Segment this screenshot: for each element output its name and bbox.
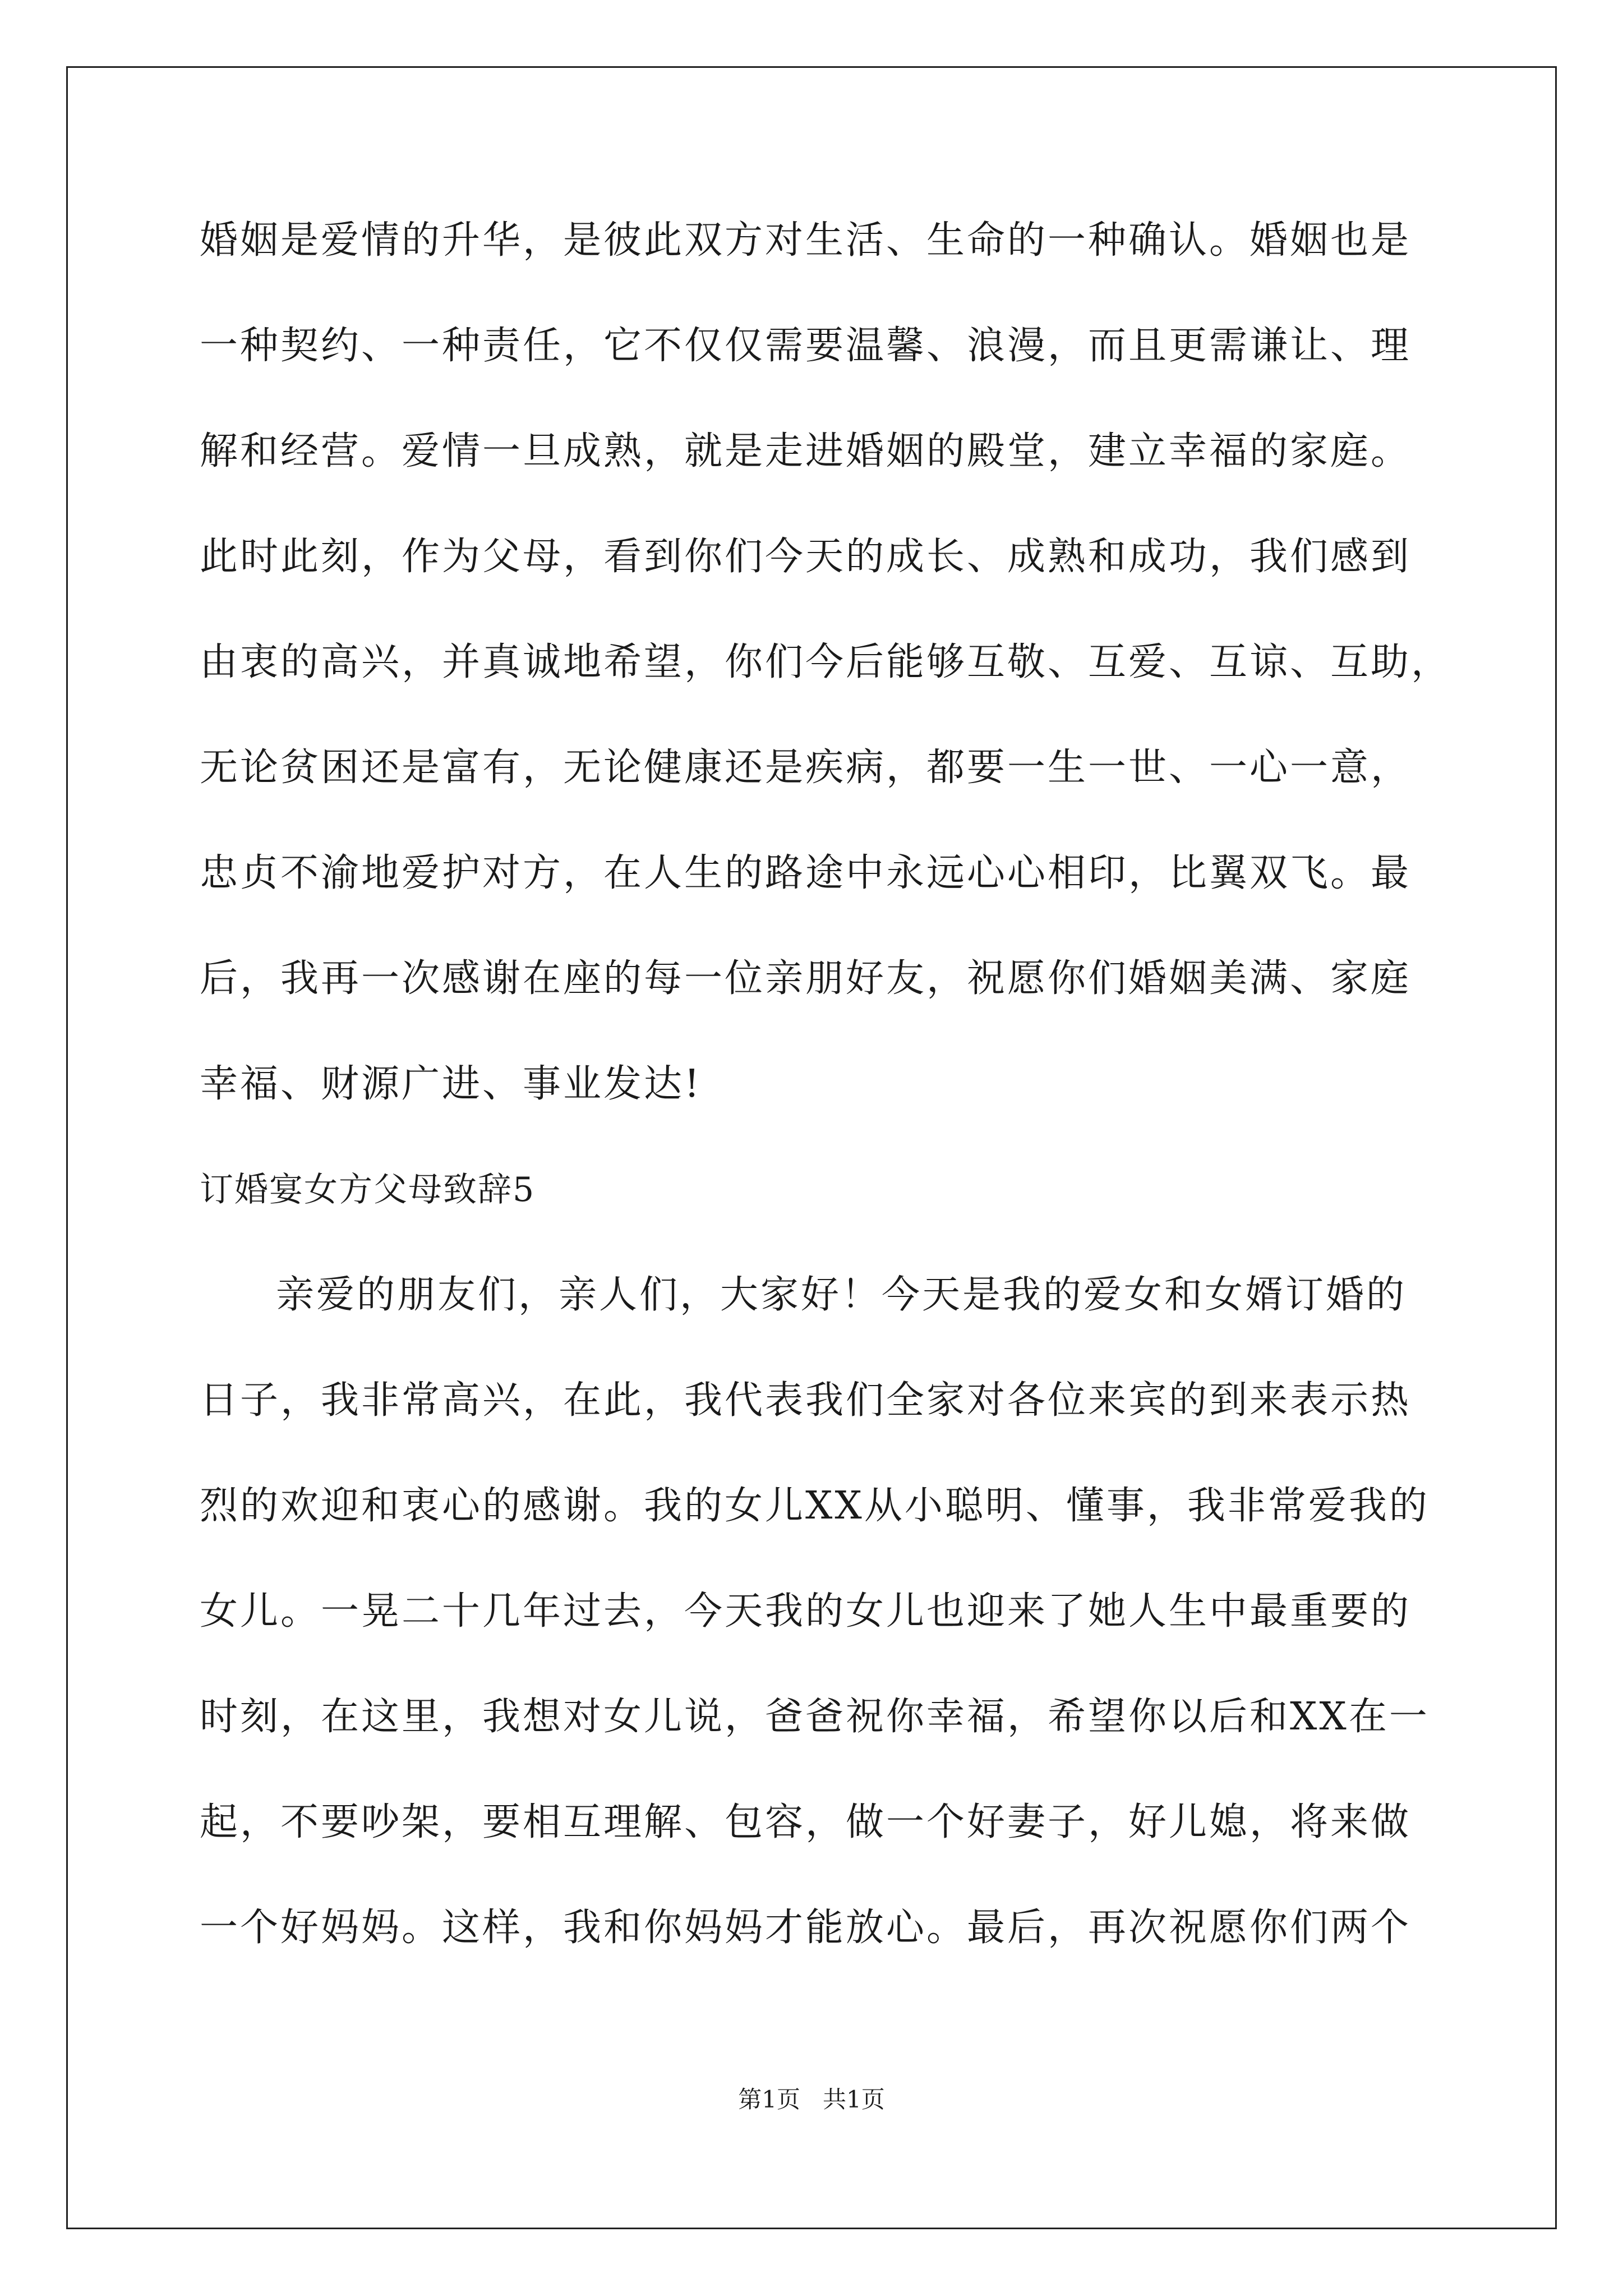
page-footer: 第1页 共1页 bbox=[738, 2086, 885, 2113]
text-line: 一种契约、一种责任，它不仅仅需要温馨、浪漫，而且更需谦让、理 bbox=[200, 324, 1412, 368]
paragraph-1 bbox=[200, 216, 1452, 1109]
text-line: 日子，我非常高兴，在此，我代表我们全家对各位来宾的到来表示热 bbox=[200, 1378, 1412, 1423]
text-line: 时刻，在这里，我想对女儿说，爸爸祝你幸福，希望你以后和XX在一 bbox=[200, 1695, 1430, 1739]
text-line: 解和经营。爱情一旦成熟，就是走进婚姻的殿堂，建立幸福的家庭。 bbox=[200, 429, 1412, 473]
text-line: 忠贞不渝地爱护对方，在人生的路途中永远心心相印，比翼双飞。最 bbox=[200, 851, 1412, 895]
text-line: 幸福、财源广进、事业发达! bbox=[200, 1062, 702, 1106]
text-line: 由衷的高兴，并真诚地希望，你们今后能够互敬、互爱、互谅、互助， bbox=[200, 640, 1452, 684]
text-line: 亲爱的朋友们，亲人们，大家好！今天是我的爱女和女婿订婚的 bbox=[276, 1273, 1407, 1317]
document-body bbox=[200, 216, 1452, 2009]
section-heading: 订婚宴女方父母致辞5 bbox=[200, 1170, 536, 1209]
paragraph-2 bbox=[200, 1271, 1433, 1953]
text-line: 无论贫困还是富有，无论健康还是疾病，都要一生一世、一心一意， bbox=[200, 746, 1412, 790]
text-line: 女儿。一晃二十几年过去，今天我的女儿也迎来了她人生中最重要的 bbox=[200, 1589, 1412, 1634]
text-line: 此时此刻，作为父母，看到你们今天的成长、成熟和成功，我们感到 bbox=[200, 535, 1412, 579]
text-line: 起，不要吵架，要相互理解、包容，做一个好妻子，好儿媳，将来做 bbox=[200, 1800, 1412, 1844]
text-line: 烈的欢迎和衷心的感谢。我的女儿XX从小聪明、懂事，我非常爱我的 bbox=[200, 1484, 1430, 1528]
text-line: 婚姻是爱情的升华，是彼此双方对生活、生命的一种确认。婚姻也是 bbox=[200, 218, 1412, 263]
text-line: 一个好妈妈。这样，我和你妈妈才能放心。最后，再次祝愿你们两个 bbox=[200, 1906, 1412, 1950]
text-line: 后，我再一次感谢在座的每一位亲朋好友，祝愿你们婚姻美满、家庭 bbox=[200, 956, 1412, 1001]
